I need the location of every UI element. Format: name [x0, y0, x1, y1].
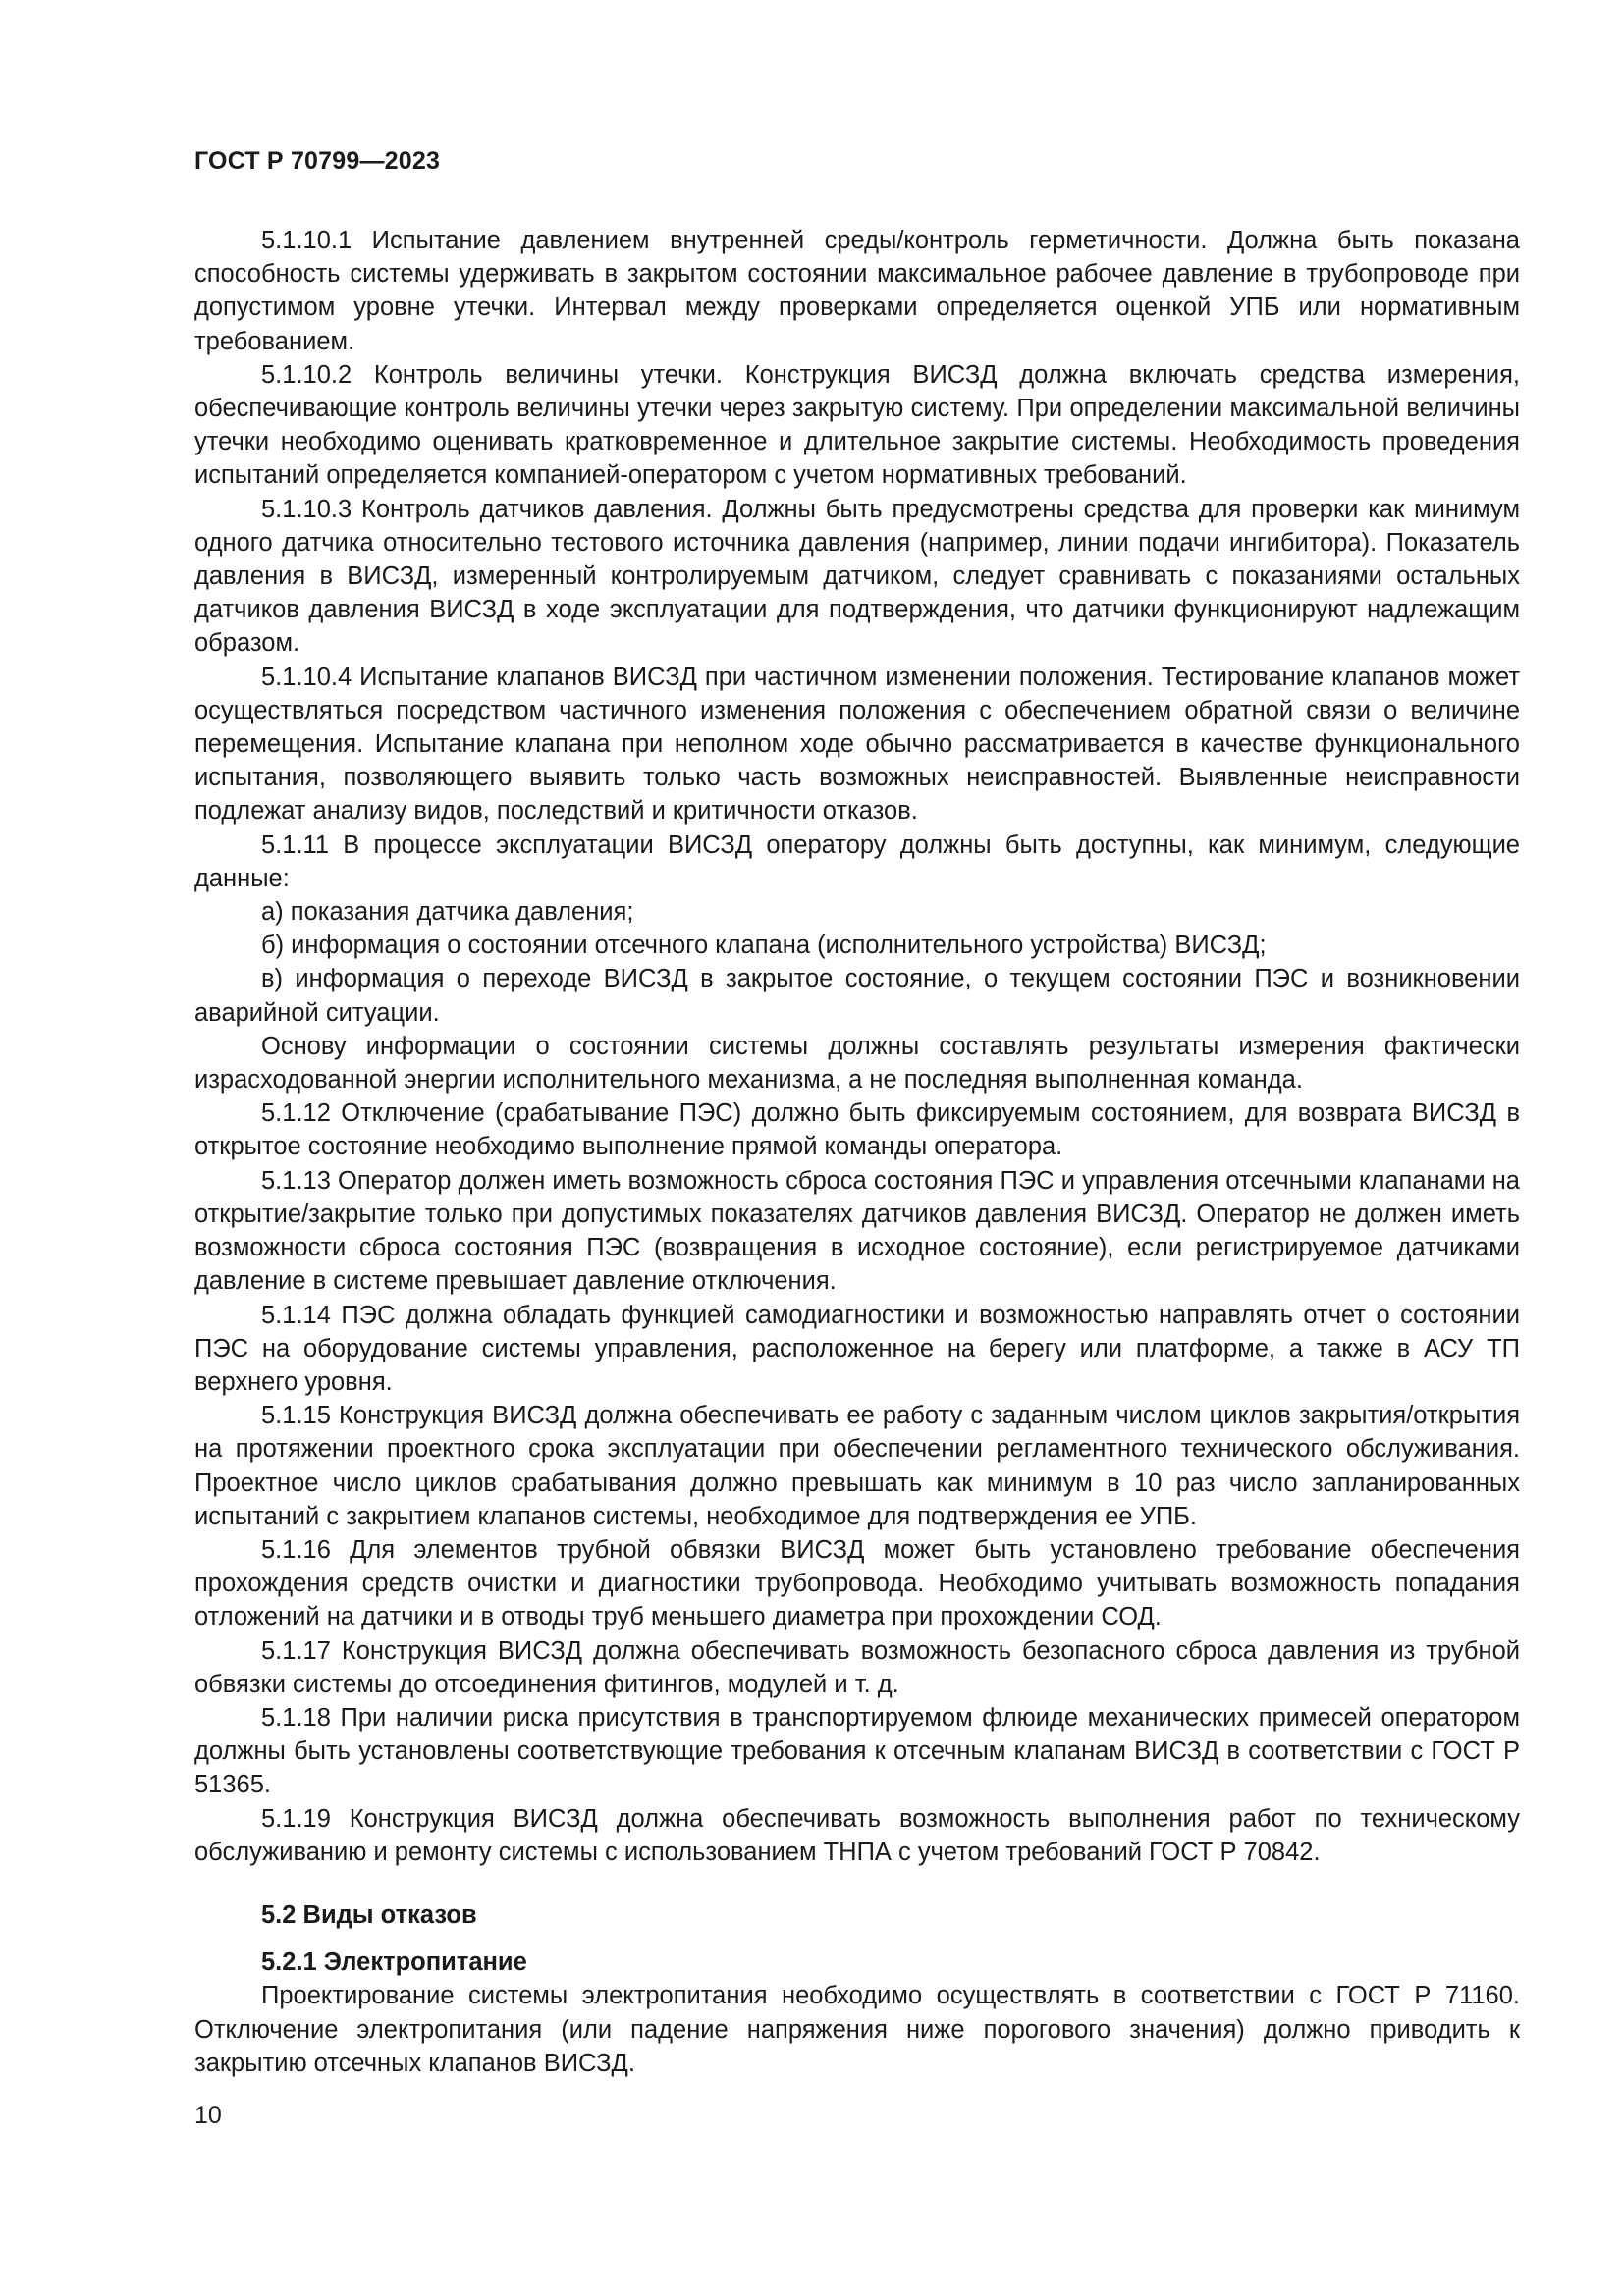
- paragraph-5-1-14: 5.1.14 ПЭС должна обладать функцией самодиагностики и возможностью направлять отчет о состоянии ПЭС на оборудование системы управления, расположенное на берегу или платформе, а также в АСУ ТП верхнего уровня.: [194, 1301, 1520, 1396]
- document-header: ГОСТ Р 70799—2023: [194, 147, 441, 175]
- section-heading-5-2: 5.2 Виды отказов: [261, 1900, 477, 1929]
- paragraph-5-1-10-2: 5.1.10.2 Контроль величины утечки. Конструкция ВИСЗД должна включать средства измерения, обеспечивающие контроль величины утечки через закрытую систему. При определении максимальной величины утечки необходимо оценивать кратковременное и длительное закрытие системы. Необходимость проведения испытаний определяется компанией-оператором с учетом нормативных требований.: [194, 360, 1520, 490]
- list-item-a: а) показания датчика давления;: [261, 898, 634, 927]
- subsection-heading-5-2-1: 5.2.1 Электропитание: [261, 1949, 527, 1977]
- document-body: [194, 224, 1520, 2080]
- paragraph-5-1-18: 5.1.18 При наличии риска присутствия в транспортируемом флюиде механических примесей оператором должны быть установлены соответствующие требования к отсечным клапанам ВИСЗД в соответствии с ГОСТ Р 51365.: [194, 1703, 1520, 1799]
- paragraph-5-1-10-4: 5.1.10.4 Испытание клапанов ВИСЗД при частичном изменении положения. Тестирование клапанов может осуществляться посредством частичного изменения положения с обеспечением обратной связи о величине перемещения. Испытание клапана при неполном ходе обычно рассматривается в качестве функционального испытания, позволяющего выявить только часть возможных неисправностей. Выявленные неисправности подлежат анализу видов, последствий и критичности отказов.: [194, 663, 1520, 826]
- paragraph-5-1-19: 5.1.19 Конструкция ВИСЗД должна обеспечивать возможность выполнения работ по техническому обслуживанию и ремонту системы с использованием ТНПА с учетом требований ГОСТ Р 70842.: [194, 1804, 1520, 1866]
- paragraph-5-1-10-1: 5.1.10.1 Испытание давлением внутренней среды/контроль герметичности. Должна быть показана способность системы удерживать в закрытом состоянии максимальное рабочее давление в трубопроводе при допустимом уровне утечки. Интервал между проверками определяется оценкой УПБ или нормативным требованием.: [194, 227, 1520, 355]
- paragraph-5-1-10-3: 5.1.10.3 Контроль датчиков давления. Должны быть предусмотрены средства для проверки как минимум одного датчика относительно тестового источника давления (например, линии подачи ингибитора). Показатель давления в ВИСЗД, измеренный контролируемым датчиком, следует сравнивать с показаниями остальных датчиков давления ВИСЗД в ходе эксплуатации для подтверждения, что датчики функционируют надлежащим образом.: [194, 495, 1520, 658]
- paragraph-5-1-12: 5.1.12 Отключение (срабатывание ПЭС) должно быть фиксируемым состоянием, для возврата ВИСЗД в открытое состояние необходимо выполнение прямой команды оператора.: [194, 1099, 1520, 1161]
- paragraph-5-2-1: Проектирование системы электропитания необходимо осуществлять в соответствии с ГОСТ Р 71160. Отключение электропитания (или падение напряжения ниже порогового значения) должно приводить к закрытию отсечных клапанов ВИСЗД.: [194, 1982, 1520, 2077]
- paragraph-5-1-16: 5.1.16 Для элементов трубной обвязки ВИСЗД может быть установлено требование обеспечения прохождения средств очистки и диагностики трубопровода. Необходимо учитывать возможность попадания отложений на датчики и в отводы труб меньшего диаметра при прохождении СОД.: [194, 1535, 1520, 1631]
- list-item-v: в) информация о переходе ВИСЗД в закрытое состояние, о текущем состоянии ПЭС и возникновении аварийной ситуации.: [194, 965, 1520, 1027]
- paragraph-5-1-11: 5.1.11 В процессе эксплуатации ВИСЗД оператору должны быть доступны, как минимум, следующие данные:: [194, 830, 1520, 892]
- paragraph-5-1-15: 5.1.15 Конструкция ВИСЗД должна обеспечивать ее работу с заданным числом циклов закрытия/открытия на протяжении проектного срока эксплуатации при обеспечении регламентного технического обслуживания. Проектное число циклов срабатывания должно превышать как минимум в 10 раз число запланированных испытаний с закрытием клапанов системы, необходимое для подтверждения ее УПБ.: [194, 1402, 1520, 1530]
- paragraph-5-1-13: 5.1.13 Оператор должен иметь возможность сброса состояния ПЭС и управления отсечными клапанами на открытие/закрытие только при допустимых показателях датчиков давления ВИСЗД. Оператор не должен иметь возможности сброса состояния ПЭС (возвращения в исходное состояние), если регистрируемое датчиками давление в системе превышает давление отключения.: [194, 1166, 1520, 1296]
- paragraph-osnova: Основу информации о состоянии системы должны составлять результаты измерения фактически израсходованной энергии исполнительного механизма, а не последняя выполненная команда.: [194, 1032, 1520, 1095]
- paragraph-5-1-17: 5.1.17 Конструкция ВИСЗД должна обеспечивать возможность безопасного сброса давления из трубной обвязки системы до отсоединения фитингов, модулей и т. д.: [194, 1636, 1520, 1698]
- page-number: 10: [194, 2102, 222, 2129]
- list-item-b: б) информация о состоянии отсечного клапана (исполнительного устройства) ВИСЗД;: [261, 932, 1267, 960]
